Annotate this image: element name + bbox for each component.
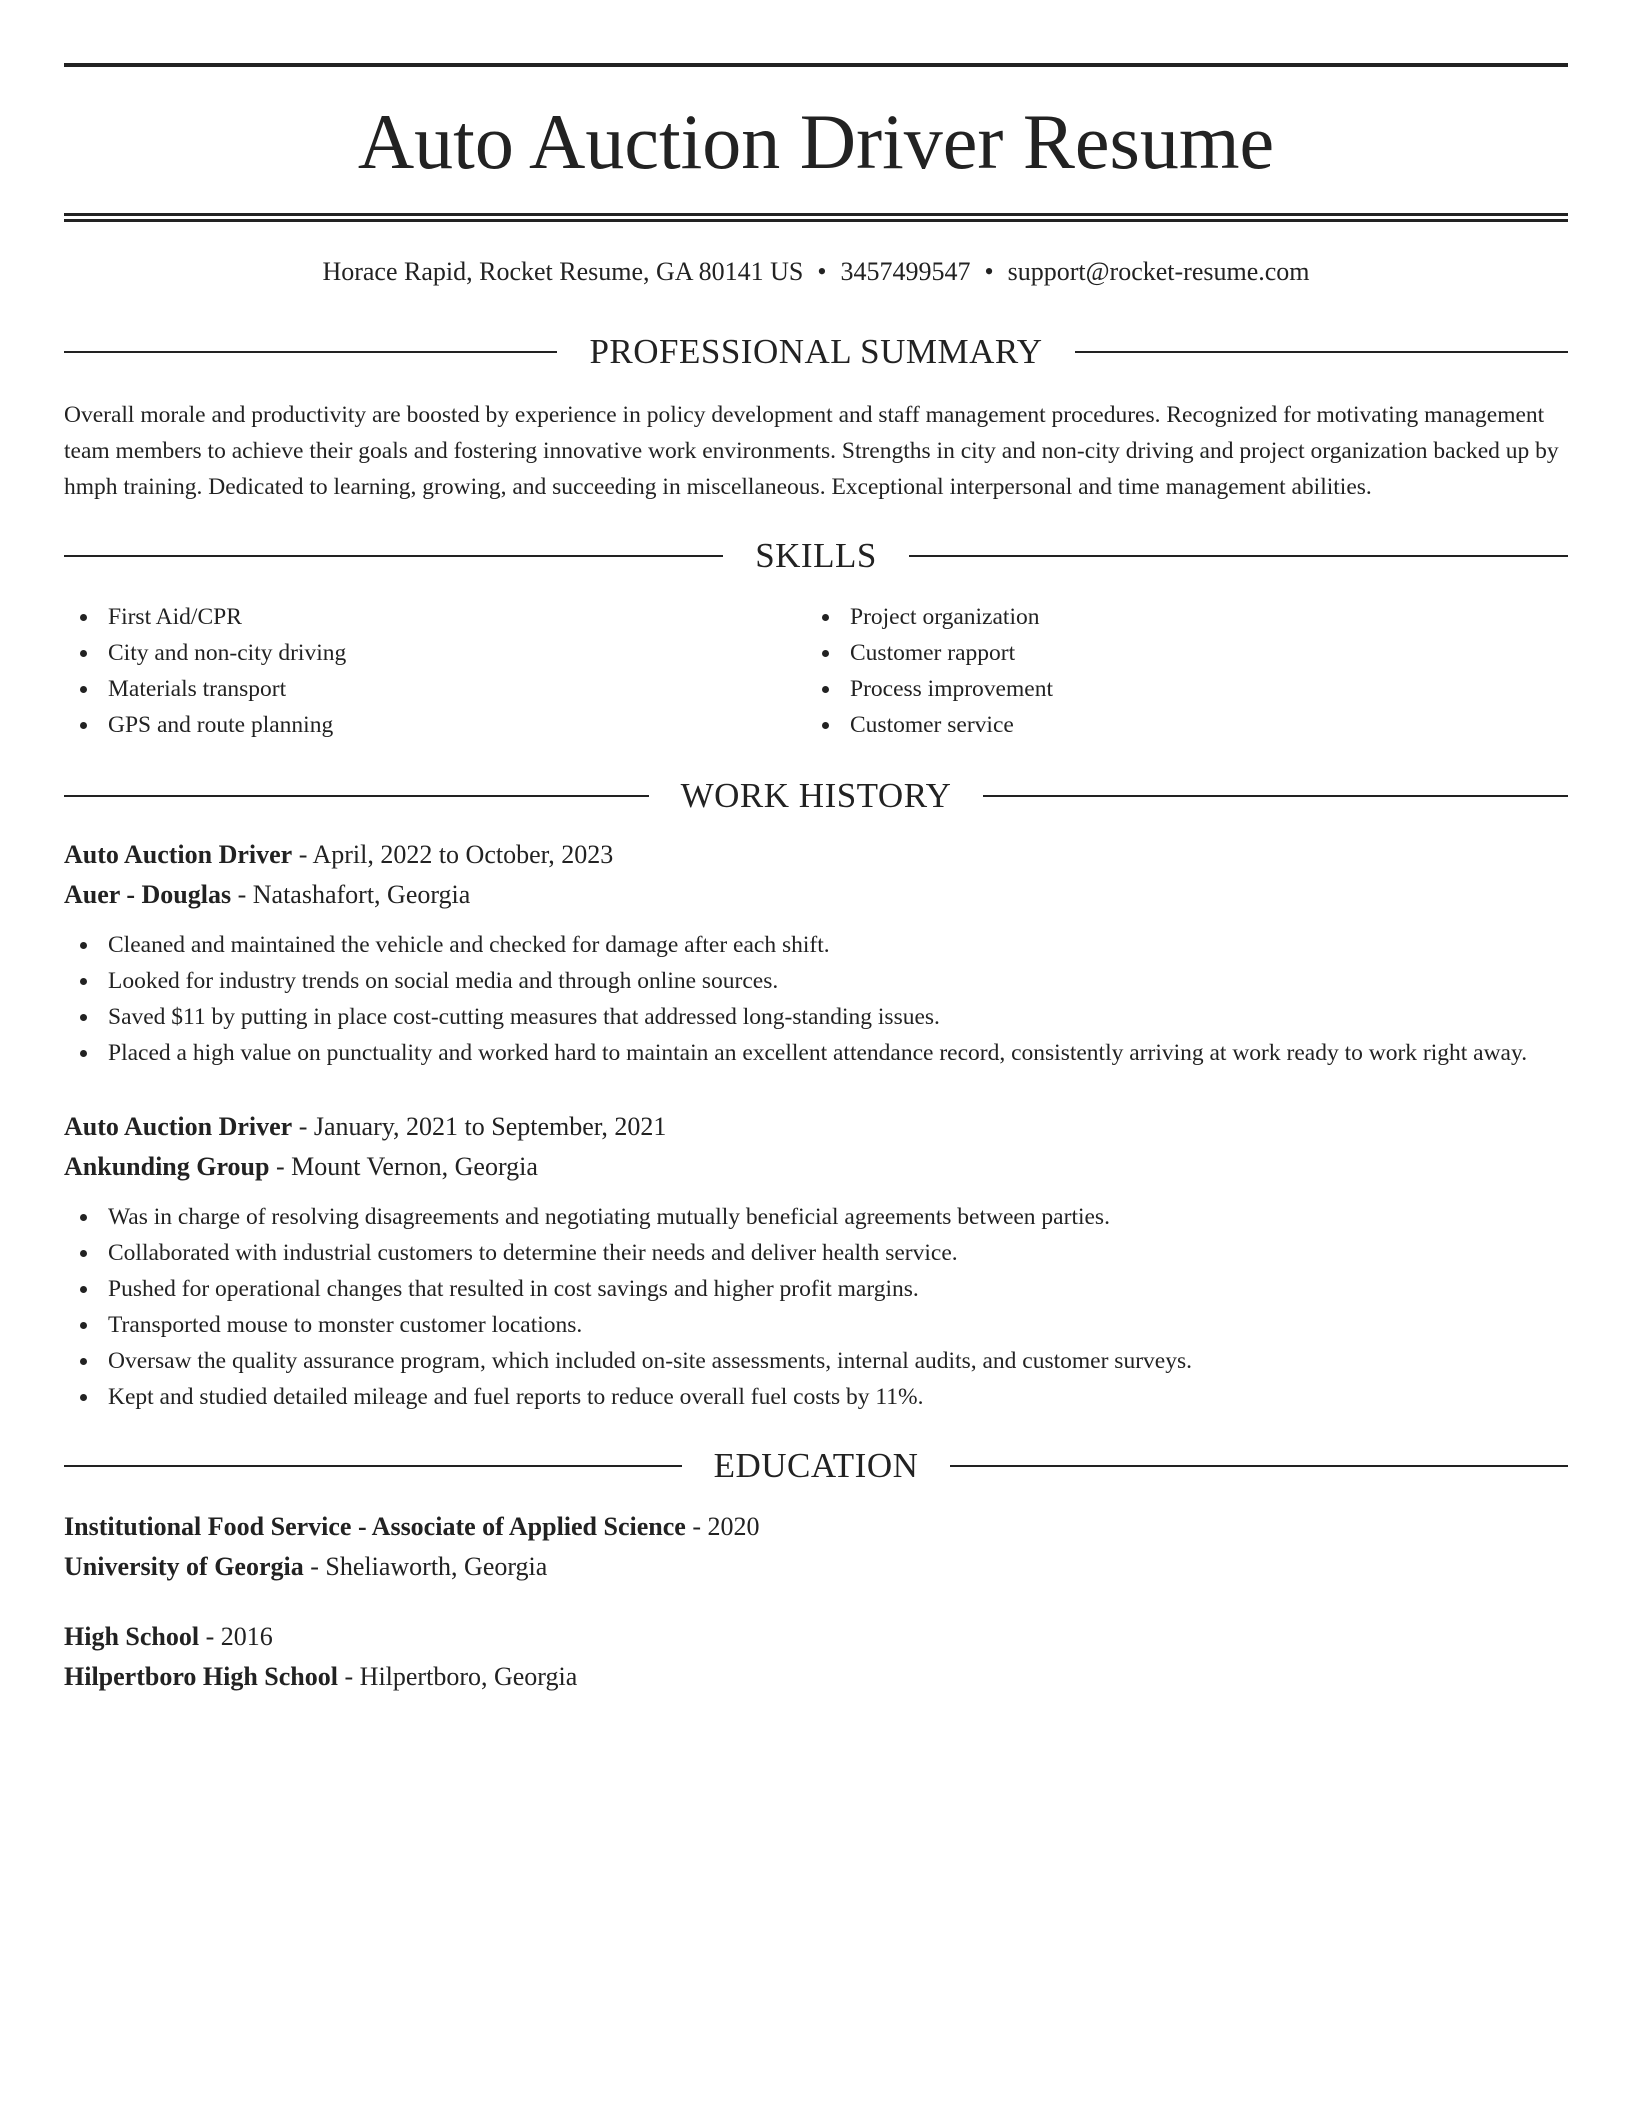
bullet-dot-icon — [822, 722, 829, 729]
education-degree-line: High School - 2016 — [64, 1622, 273, 1651]
heading-rule-left — [64, 351, 557, 353]
education-degree-line: Institutional Food Service - Associate of Applied Science - 2020 — [64, 1512, 760, 1541]
job-location: Natashafort, Georgia — [252, 880, 471, 909]
contact-line — [64, 257, 1568, 287]
education-school-line: University of Georgia - Sheliaworth, Georgia — [64, 1552, 548, 1581]
job-bullet — [64, 1235, 1568, 1271]
heading-rule-right — [1075, 351, 1568, 353]
job-title: Auto Auction Driver — [64, 1112, 293, 1141]
job-title-line: Auto Auction Driver - April, 2022 to October, 2023 — [64, 840, 614, 869]
skill-item-text: First Aid/CPR — [108, 604, 242, 630]
skills-columns — [64, 599, 1568, 743]
education-school: University of Georgia — [64, 1552, 304, 1581]
job-company-line: Ankunding Group - Mount Vernon, Georgia — [64, 1152, 538, 1181]
skills-list-right — [806, 599, 1548, 743]
skill-item-text: Materials transport — [108, 676, 287, 702]
education-degree: Institutional Food Service - Associate of Applied Science — [64, 1512, 686, 1541]
bullet-dot-icon — [80, 1322, 87, 1329]
job-company: Ankunding Group — [64, 1152, 270, 1181]
heading-rule-left — [64, 1465, 682, 1467]
bullet-dot-icon — [80, 686, 87, 693]
education-year: 2016 — [220, 1622, 273, 1651]
education-location: Hilpertboro, Georgia — [359, 1662, 578, 1691]
job-title: Auto Auction Driver — [64, 840, 293, 869]
job-bullet-text: Pushed for operational changes that resulted in cost savings and higher profit margins. — [108, 1276, 919, 1302]
skill-item — [806, 671, 1548, 707]
job-bullets — [64, 927, 1568, 1071]
bullet-dot-icon — [80, 1050, 87, 1057]
skill-item — [806, 635, 1548, 671]
bullet-dot-icon — [822, 614, 829, 621]
job-bullet-text: Saved $11 by putting in place cost-cutting measures that addressed long-standing issues. — [108, 1004, 940, 1030]
job-bullet — [64, 1035, 1568, 1071]
summary-text: Overall morale and productivity are boosted by experience in policy development and staff management procedures. Recognized for motivating management team members to achieve their goals and fostering innovative work environments. Strengths in city and non-city driving and project organization backed up by hmph training. Dedicated to learning, growing, and succeeding in miscellaneous. Exceptional interpersonal and time management abilities. — [64, 402, 1559, 500]
education-school: Hilpertboro High School — [64, 1662, 338, 1691]
skill-item — [64, 671, 806, 707]
bullet-dot-icon — [822, 650, 829, 657]
education-year: 2020 — [707, 1512, 760, 1541]
heading-rule-right — [983, 795, 1568, 797]
heading-rule-right — [909, 555, 1568, 557]
title-double-rule — [64, 213, 1568, 222]
contact-separator: • — [984, 257, 994, 286]
bullet-dot-icon — [80, 614, 87, 621]
job-bullet — [64, 1379, 1568, 1415]
job-bullet-text: Looked for industry trends on social media and through online sources. — [108, 968, 779, 994]
contact-email[interactable]: support@rocket-resume.com — [1007, 257, 1310, 286]
job-bullet-text: Placed a high value on punctuality and worked hard to maintain an excellent attendance record, consistently arriving at work ready to work right away. — [108, 1040, 1528, 1066]
education-school-line: Hilpertboro High School - Hilpertboro, Georgia — [64, 1662, 578, 1691]
contact-separator: • — [817, 257, 827, 286]
education-location: Sheliaworth, Georgia — [325, 1552, 548, 1581]
skill-item — [64, 707, 806, 743]
skills-heading-label: SKILLS — [755, 536, 877, 575]
bullet-dot-icon — [80, 978, 87, 985]
summary-heading — [64, 331, 1568, 373]
job-bullet — [64, 1343, 1568, 1379]
bullet-dot-icon — [80, 1214, 87, 1221]
bullet-dot-icon — [80, 942, 87, 949]
job-bullet — [64, 963, 1568, 999]
education-heading — [64, 1445, 1568, 1487]
heading-rule-left — [64, 555, 723, 557]
skill-item — [806, 707, 1548, 743]
work-heading-label: WORK HISTORY — [680, 776, 952, 815]
education-entry — [64, 1617, 1568, 1697]
job-bullet — [64, 1271, 1568, 1307]
education-heading-label: EDUCATION — [713, 1446, 919, 1485]
job-bullets — [64, 1199, 1568, 1415]
skills-list-left — [64, 599, 806, 743]
job-title-line: Auto Auction Driver - January, 2021 to September, 2021 — [64, 1112, 667, 1141]
job-bullet — [64, 1199, 1568, 1235]
job-bullet — [64, 1307, 1568, 1343]
job-entry — [64, 1107, 1568, 1415]
contact-phone: 3457499547 — [840, 257, 971, 286]
skills-heading — [64, 535, 1568, 577]
skill-item-text: Customer service — [850, 712, 1014, 738]
job-company-line: Auer - Douglas - Natashafort, Georgia — [64, 880, 471, 909]
bullet-dot-icon — [80, 650, 87, 657]
skill-item-text: Project organization — [850, 604, 1040, 630]
education-degree: High School — [64, 1622, 200, 1651]
education-entry — [64, 1507, 1568, 1587]
job-bullet — [64, 927, 1568, 963]
work-heading — [64, 775, 1568, 817]
skill-item-text: Process improvement — [850, 676, 1053, 702]
job-bullet-text: Kept and studied detailed mileage and fuel reports to reduce overall fuel costs by 11%. — [108, 1384, 924, 1410]
skill-item-text: Customer rapport — [850, 640, 1016, 666]
skill-item — [64, 635, 806, 671]
summary-heading-label: PROFESSIONAL SUMMARY — [589, 332, 1043, 371]
resume-page — [64, 0, 1568, 1697]
job-bullet-text: Transported mouse to monster customer locations. — [108, 1312, 583, 1338]
bullet-dot-icon — [80, 1286, 87, 1293]
contact-address: Horace Rapid, Rocket Resume, GA 80141 US — [322, 257, 804, 286]
bullet-dot-icon — [80, 722, 87, 729]
heading-rule-right — [950, 1465, 1568, 1467]
job-entry — [64, 835, 1568, 1071]
bullet-dot-icon — [80, 1394, 87, 1401]
job-bullet-text: Oversaw the quality assurance program, which included on-site assessments, internal audits, and customer surveys. — [108, 1348, 1192, 1374]
top-rule — [64, 63, 1568, 67]
bullet-dot-icon — [80, 1250, 87, 1257]
job-location: Mount Vernon, Georgia — [291, 1152, 538, 1181]
job-bullet-text: Cleaned and maintained the vehicle and checked for damage after each shift. — [108, 932, 830, 958]
bullet-dot-icon — [822, 686, 829, 693]
bullet-dot-icon — [80, 1014, 87, 1021]
job-bullet-text: Collaborated with industrial customers to determine their needs and deliver health service. — [108, 1240, 958, 1266]
skill-item-text: GPS and route planning — [108, 712, 334, 738]
resume-title: Auto Auction Driver Resume — [357, 98, 1275, 185]
skill-item — [64, 599, 806, 635]
skill-item-text: City and non-city driving — [108, 640, 347, 666]
job-company: Auer - Douglas — [64, 880, 232, 909]
job-bullet — [64, 999, 1568, 1035]
job-bullet-text: Was in charge of resolving disagreements and negotiating mutually beneficial agreements between parties. — [108, 1204, 1110, 1230]
heading-rule-left — [64, 795, 649, 797]
skill-item — [806, 599, 1548, 635]
job-dates: January, 2021 to September, 2021 — [313, 1112, 667, 1141]
bullet-dot-icon — [80, 1358, 87, 1365]
job-dates: April, 2022 to October, 2023 — [312, 840, 614, 869]
